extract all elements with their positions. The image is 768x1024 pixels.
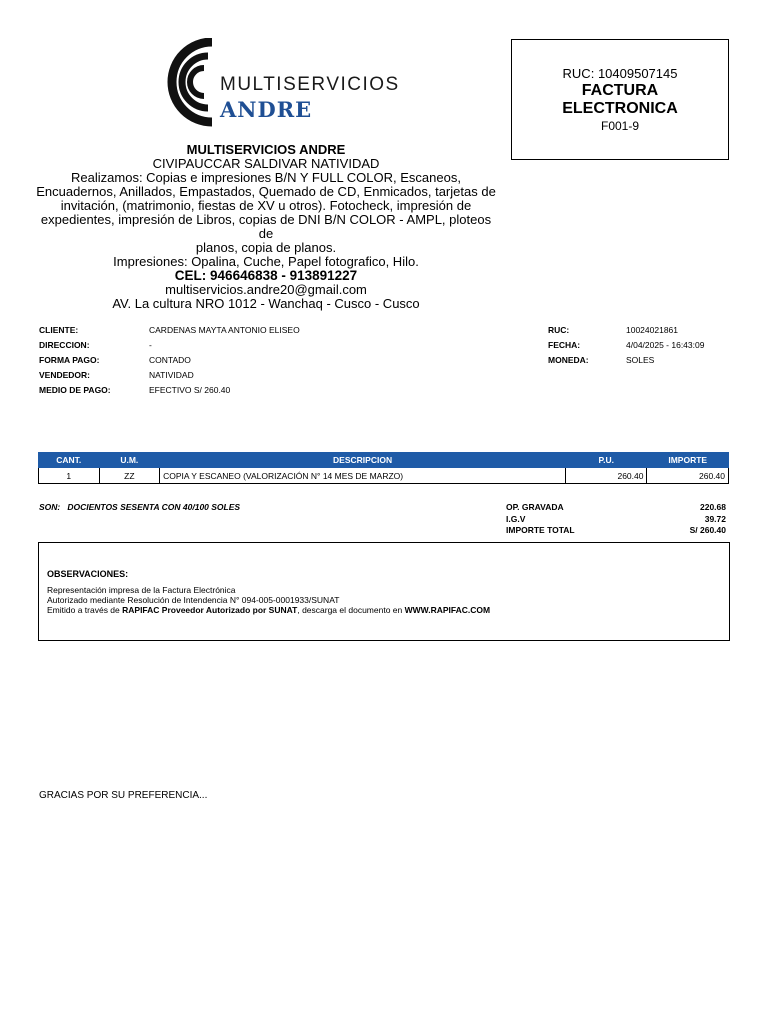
document-type: FACTURA ELECTRONICA bbox=[562, 82, 678, 117]
col-description: DESCRIPCION bbox=[160, 453, 566, 468]
logo-subname: ANDRE bbox=[220, 97, 313, 122]
row-unit-price: 260.40 bbox=[566, 468, 647, 484]
company-address: AV. La cultura NRO 1012 - Wanchaq - Cusco - Cusco bbox=[112, 296, 420, 311]
company-description-4: expedientes, impresión de Libros, copias de DNI B/N COLOR - AMPL, ploteos de bbox=[40, 212, 492, 241]
client-ruc-value: 10024021861 bbox=[626, 325, 679, 335]
company-description-5: planos, copia de planos. bbox=[195, 240, 337, 255]
igv-label: I.G.V bbox=[506, 514, 526, 524]
row-quantity: 1 bbox=[39, 468, 100, 484]
currency-value: SOLES bbox=[626, 355, 655, 365]
seller-label: VENDEDOR: bbox=[39, 370, 91, 380]
company-description-1: Realizamos: Copias e impresiones B/N Y FULL COLOR, Escaneos, bbox=[71, 170, 461, 185]
provider-website-link[interactable]: WWW.RAPIFAC.COM bbox=[404, 605, 491, 615]
address-label: DIRECCION: bbox=[39, 340, 90, 350]
company-phone: CEL: 946646838 - 913891227 bbox=[174, 268, 358, 283]
company-info bbox=[34, 143, 498, 311]
company-name: MULTISERVICIOS ANDRE bbox=[186, 142, 346, 157]
client-value: CARDENAS MAYTA ANTONIO ELISEO bbox=[149, 325, 300, 335]
address-value: - bbox=[149, 340, 152, 350]
company-logo bbox=[160, 38, 400, 128]
col-um: U.M. bbox=[99, 453, 160, 468]
client-ruc-label: RUC: bbox=[548, 325, 570, 335]
company-owner: CIVIPAUCCAR SALDIVAR NATIVIDAD bbox=[152, 156, 380, 171]
document-series: F001-9 bbox=[600, 119, 640, 133]
total-value: S/ 260.40 bbox=[689, 525, 726, 535]
igv-value: 39.72 bbox=[704, 514, 726, 524]
row-unit: ZZ bbox=[99, 468, 160, 484]
issuer-ruc: RUC: 10409507145 bbox=[562, 66, 678, 81]
observations-text bbox=[47, 585, 490, 615]
table-row bbox=[39, 468, 729, 484]
company-email: multiservicios.andre20@gmail.com bbox=[165, 282, 367, 297]
thanks-message: GRACIAS POR SU PREFERENCIA... bbox=[39, 790, 208, 801]
date-value: 4/04/2025 - 16:43:09 bbox=[626, 340, 705, 350]
observations-line-3: Emitido a través de RAPIFAC Proveedor Autorizado por SUNAT, descarga el documento en WWW.RAPIFAC.COM bbox=[47, 605, 491, 615]
payment-method-label: MEDIO DE PAGO: bbox=[39, 385, 111, 395]
items-table bbox=[38, 452, 729, 484]
payment-method-value: EFECTIVO S/ 260.40 bbox=[149, 385, 231, 395]
payment-form-label: FORMA PAGO: bbox=[39, 355, 100, 365]
logo-name: MULTISERVICIOS bbox=[220, 74, 400, 95]
seller-value: NATIVIDAD bbox=[149, 370, 194, 380]
logo-mark-icon bbox=[160, 38, 220, 128]
observations-line-2: Autorizado mediante Resolución de Intendencia N° 094-005-0001933/SUNAT bbox=[47, 595, 340, 605]
payment-form-value: CONTADO bbox=[149, 355, 191, 365]
date-label: FECHA: bbox=[548, 340, 581, 350]
document-id-box bbox=[511, 39, 729, 160]
company-description-2: Encuadernos, Anillados, Empastados, Quemado de CD, Enmicados, tarjetas de bbox=[36, 184, 496, 199]
table-header-row bbox=[39, 453, 729, 468]
col-unit-price: P.U. bbox=[566, 453, 647, 468]
total-label: IMPORTE TOTAL bbox=[506, 525, 575, 535]
amount-in-words: SON: DOCIENTOS SESENTA CON 40/100 SOLES bbox=[39, 502, 241, 512]
taxable-value: 220.68 bbox=[700, 502, 726, 512]
observations-box bbox=[38, 542, 730, 641]
col-cant: CANT. bbox=[39, 453, 100, 468]
taxable-label: OP. GRAVADA bbox=[506, 502, 564, 512]
observations-title: OBSERVACIONES: bbox=[47, 569, 129, 579]
row-amount: 260.40 bbox=[647, 468, 729, 484]
currency-label: MONEDA: bbox=[548, 355, 589, 365]
col-amount: IMPORTE bbox=[647, 453, 729, 468]
client-label: CLIENTE: bbox=[39, 325, 79, 335]
company-description-6: Impresiones: Opalina, Cuche, Papel fotografico, Hilo. bbox=[113, 254, 419, 269]
observations-line-1: Representación impresa de la Factura Electrónica bbox=[47, 585, 236, 595]
company-description-3: invitación, (matrimonio, fiestas de XV u otros). Fotocheck, impresión de bbox=[60, 198, 472, 213]
row-description: COPIA Y ESCANEO (VALORIZACIÓN N° 14 MES DE MARZO) bbox=[160, 468, 566, 484]
